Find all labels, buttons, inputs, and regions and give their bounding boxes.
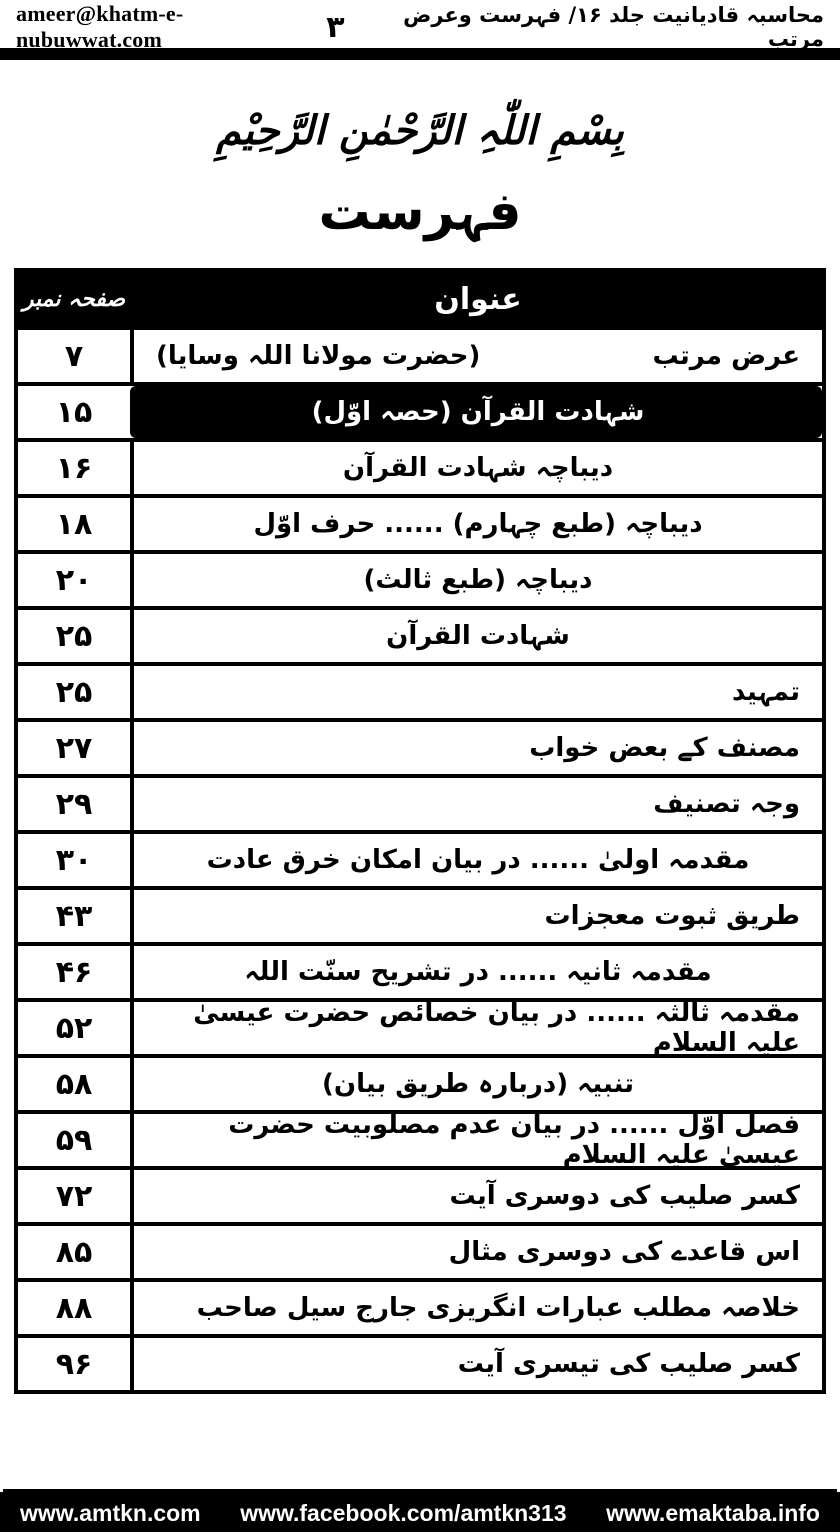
title-column-header: عنوان (130, 272, 822, 326)
toc-entry-main: عرض مرتب (652, 341, 800, 371)
toc-page-number: ۲۷ (55, 730, 93, 766)
page-number-column-header: صفحہ نمبر (22, 286, 126, 312)
toc-entry-title: مصنف کے بعض خواب (130, 722, 822, 774)
toc-page-number: ۳۰ (55, 842, 93, 878)
toc-page-number: ۲۹ (55, 786, 93, 822)
toc-entry-title: فصل اوّل ...... در بیان عدم مصلوبیت حضرت عیسیٰ علیہ السلام (130, 1114, 822, 1166)
toc-page-number: ۲۵ (55, 618, 93, 654)
toc-entry-title: مقدمہ ثانیہ ...... در تشریح سنّت اللہ (130, 946, 822, 998)
toc-page-number: ۵۲ (55, 1010, 93, 1046)
toc-row (18, 1334, 822, 1390)
footer-link: www.emaktaba.info (606, 1500, 820, 1526)
toc-entry-title: کسر صلیب کی دوسری آیت (130, 1170, 822, 1222)
page-title: فہرست (318, 182, 522, 242)
toc-entry-title: دیباچہ (طبع ثالث) (130, 554, 822, 606)
toc-page-number: ۸۵ (55, 1234, 93, 1270)
toc-entry-title: شہادت القرآن (130, 610, 822, 662)
footer-bar (0, 1492, 840, 1532)
toc-page-number: ۴۳ (55, 898, 93, 934)
toc-row (18, 382, 822, 438)
toc-row (18, 1110, 822, 1170)
toc-row (18, 326, 822, 382)
toc-entry-subtitle: (حضرت مولانا اللہ وسایا) (156, 341, 481, 371)
toc-entry-title: طریق ثبوت معجزات (130, 890, 822, 942)
toc-page-number: ۲۰ (55, 562, 93, 598)
toc-entry-title: کسر صلیب کی تیسری آیت (130, 1338, 822, 1390)
toc-entry-title: دیباچہ (طبع چہارم) ...... حرف اوّل (130, 498, 822, 550)
toc-row (18, 830, 822, 886)
bismillah-calligraphy: بِسْمِ اللّٰہِ الرَّحْمٰنِ الرَّحِیْمِ (216, 108, 624, 154)
toc-row (18, 550, 822, 606)
toc-row (18, 886, 822, 942)
header-book-title: محاسبہ قادیانیت جلد ۱۶/ فہرست وعرض مرتب (403, 3, 824, 51)
toc-row (18, 494, 822, 550)
toc-entry-title: وجہ تصنیف (130, 778, 822, 830)
email-text: ameer@khatm-e-nubuwwat.com (16, 1, 184, 52)
toc-entry-title: خلاصہ مطلب عبارات انگریزی جارج سیل صاحب (130, 1282, 822, 1334)
toc-entry-title: مقدمہ اولیٰ ...... در بیان امکان خرق عادت (130, 834, 822, 886)
toc-row (18, 1054, 822, 1110)
toc-page-number: ۸۸ (55, 1290, 93, 1326)
footer-link: www.facebook.com/amtkn313 (240, 1500, 567, 1526)
toc-row (18, 774, 822, 830)
toc-page-number: ۱۵ (55, 394, 93, 430)
toc-page-number: ۵۸ (55, 1066, 93, 1102)
toc-row (18, 606, 822, 662)
toc-row (18, 942, 822, 998)
toc-entry-title: دیباچہ شہادت القرآن (130, 442, 822, 494)
toc-page-number: ۵۹ (55, 1122, 93, 1158)
toc-page-number: ۱۶ (55, 450, 93, 486)
toc-table (14, 268, 826, 1394)
toc-header-row (18, 272, 822, 326)
page-header (0, 0, 840, 52)
toc-page-number: ۱۸ (55, 506, 93, 542)
toc-page-number: ۹۶ (55, 1346, 93, 1382)
toc-page-number: ۴۶ (55, 954, 93, 990)
toc-row (18, 718, 822, 774)
toc-entry-title: شہادت القرآن (حصہ اوّل) (130, 386, 822, 438)
toc-row (18, 662, 822, 718)
toc-row (18, 1222, 822, 1278)
toc-row (18, 1166, 822, 1222)
header-page-number: ٣ (326, 9, 345, 45)
footer-link: www.amtkn.com (20, 1500, 201, 1526)
toc-entry-title: تمہید (130, 666, 822, 718)
toc-page-number: ۷ (64, 338, 84, 374)
toc-row (18, 998, 822, 1058)
toc-entry-title: مقدمہ ثالثہ ...... در بیان خصائص حضرت عیسیٰ علیہ السلام (130, 1002, 822, 1054)
toc-page-number: ۷۲ (55, 1178, 93, 1214)
toc-row (18, 438, 822, 494)
toc-entry-title: اس قاعدے کی دوسری مثال (130, 1226, 822, 1278)
toc-entry-title: تنبیہ (دربارہ طریق بیان) (130, 1058, 822, 1110)
toc-page-number: ۲۵ (55, 674, 93, 710)
toc-row (18, 1278, 822, 1334)
toc-entry-title (130, 330, 822, 382)
